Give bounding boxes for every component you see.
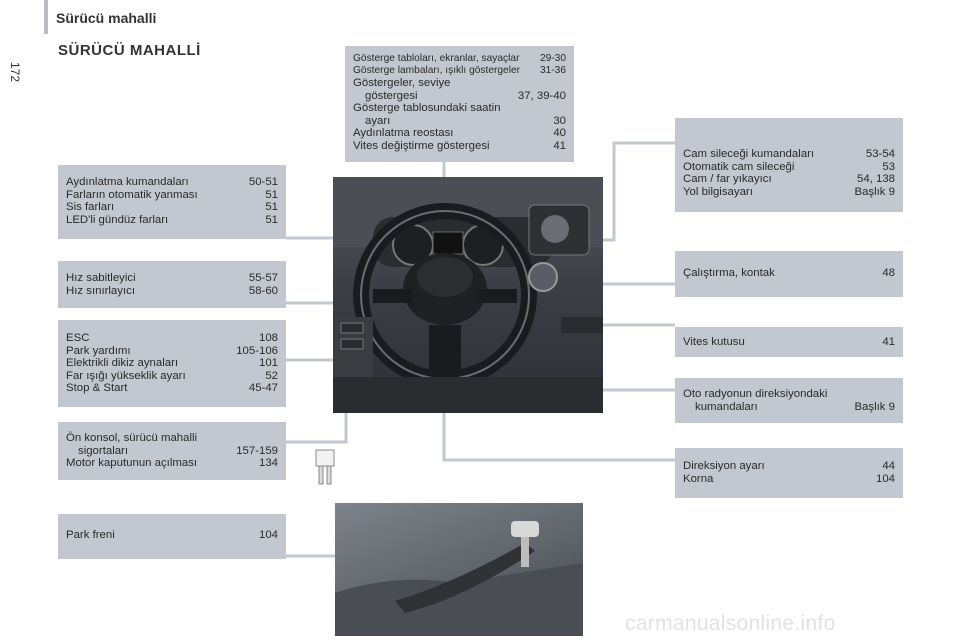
box-row: Oto radyonun direksiyondaki [683, 388, 828, 400]
radio-box [675, 378, 903, 423]
wipers-box [675, 118, 903, 212]
line-fuses-box [286, 412, 346, 442]
box-row: Gösterge lambaları, ışıklı göstergeler 31-36 [353, 65, 566, 76]
box-row: Göstergeler, seviye [353, 77, 451, 89]
box-row: Far ışığı yükseklik ayarı 52 [66, 369, 278, 382]
box-row: Stop & Start 45-47 [66, 382, 278, 395]
box-row: Otomatik cam sileceği 53 [683, 160, 895, 173]
box-row: Hız sabitleyici 55-57 [66, 272, 278, 284]
watermark: carmanualsonline.info [625, 612, 836, 635]
gearbox-box [675, 327, 903, 357]
box-row: Direksiyon ayarı 44 [683, 460, 895, 472]
park-brake-illustration [335, 503, 583, 636]
instrument-panel-box [345, 46, 574, 162]
box-row: Gösterge tabloları, ekranlar, sayaçlar 29-30 [353, 53, 566, 64]
box-row: LED'li gündüz farları 51 [66, 213, 278, 226]
box-row: Aydınlatma kumandaları 50-51 [66, 176, 278, 188]
fuse-icon [310, 448, 340, 490]
box-row: göstergesi 37, 39-40 [365, 89, 566, 102]
section-header-title: Sürücü mahalli [56, 10, 157, 26]
box-row: kumandaları Başlık 9 [695, 400, 895, 413]
box-row: Motor kaputunun açılması 134 [66, 457, 278, 470]
box-row: Sis farları 51 [66, 201, 278, 214]
box-row: Hız sınırlayıcı 58-60 [66, 284, 278, 297]
dashboard-illustration [333, 177, 603, 413]
box-row: Cam / far yıkayıcı 54, 138 [683, 173, 895, 186]
box-row: ESC 108 [66, 332, 278, 344]
box-row: Yol bilgisayarı Başlık 9 [683, 185, 895, 198]
lighting-box [58, 165, 286, 239]
box-row: Elektrikli dikiz aynaları 101 [66, 357, 278, 370]
box-row: Ön konsol, sürücü mahalli [66, 432, 198, 444]
box-row: Park yardımı 105-106 [66, 344, 278, 357]
box-row: Gösterge tablosundaki saatin [353, 102, 501, 115]
park-brake-photo [335, 503, 583, 636]
ignition-box [675, 251, 903, 297]
box-row: Cam sileceği kumandaları 53-54 [683, 148, 895, 160]
fuses-box [58, 422, 286, 480]
speed-box [58, 261, 286, 308]
box-row: Vites kutusu 41 [683, 336, 895, 348]
box-row: sigortaları 157-159 [78, 444, 278, 457]
box-row: Korna 104 [683, 472, 895, 485]
page-number [8, 62, 22, 92]
box-row: Vites değiştirme göstergesi 41 [353, 139, 566, 152]
box-row: Çalıştırma, kontak 48 [683, 267, 895, 279]
esc-box [58, 320, 286, 407]
dashboard-photo [333, 177, 603, 413]
page-title: SÜRÜCÜ MAHALLİ [58, 42, 201, 59]
box-row: Aydınlatma reostası 40 [353, 127, 566, 140]
page-number-text: 172 [8, 62, 22, 83]
box-row: ayarı 30 [365, 114, 566, 127]
steering-box [675, 448, 903, 498]
box-row: Park freni 104 [66, 529, 278, 541]
header-accent-bar [44, 0, 48, 34]
park-brake-box [58, 514, 286, 559]
box-row: Farların otomatik yanması 51 [66, 188, 278, 201]
